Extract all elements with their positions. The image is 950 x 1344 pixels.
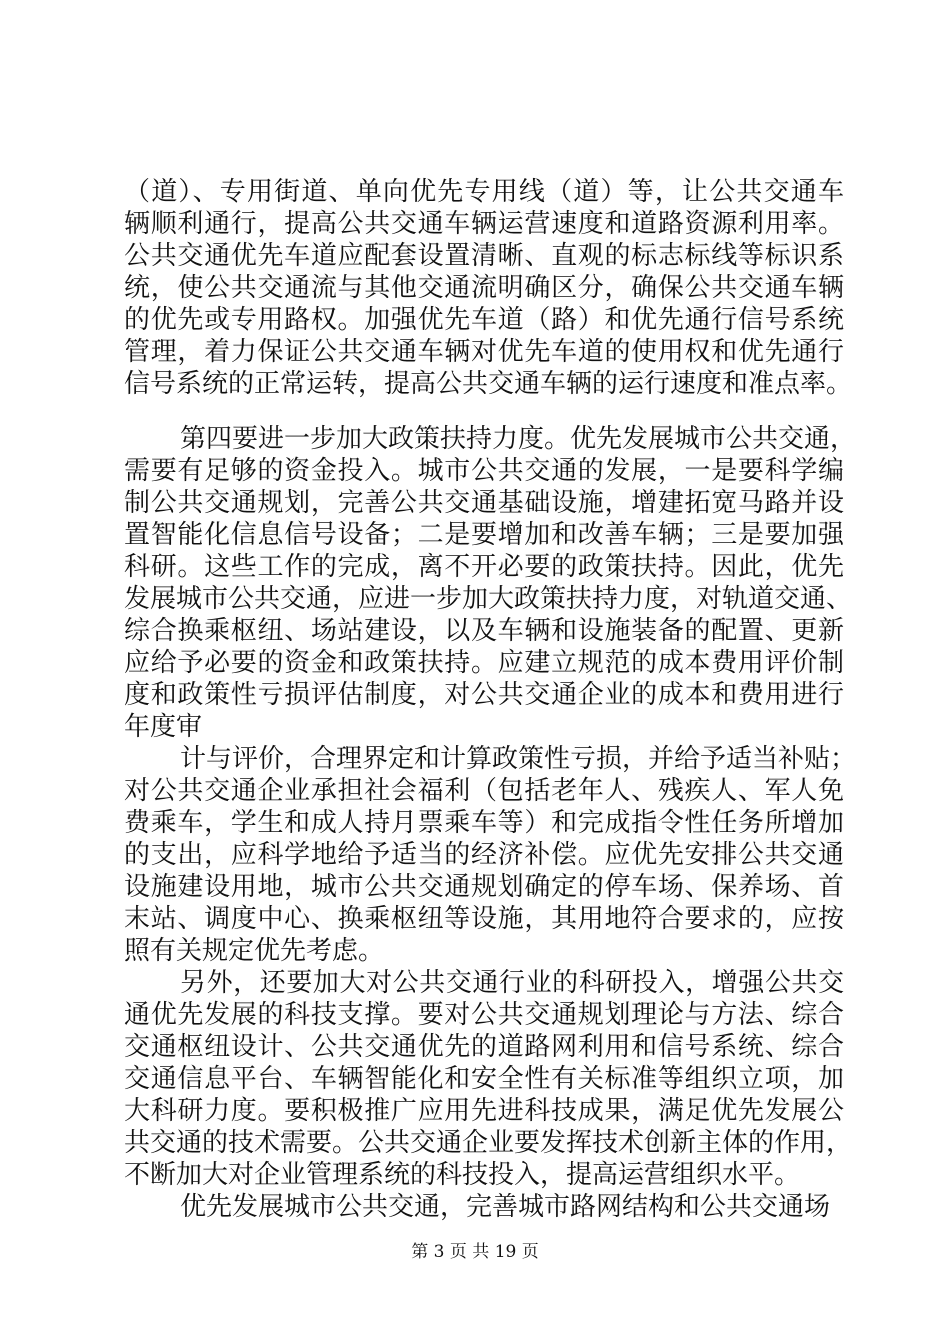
text-line: 交通信息平台、车辆智能化和安全性有关标准等组织立项，加 <box>124 1064 844 1094</box>
text-line: 发展城市公共交通，应进一步加大政策扶持力度，对轨道交通、 <box>124 584 853 614</box>
text-line: 制公共交通规划，完善公共交通基础设施，增建拓宽马路并设 <box>124 488 844 518</box>
paragraph-first-line: 第四要进一步加大政策扶持力度。优先发展城市公共交通， <box>180 424 857 454</box>
text-line: 末站、调度中心、换乘枢纽等设施，其用地符合要求的，应按 <box>124 904 844 934</box>
text-line: 统，使公共交通流与其他交通流明确区分，确保公共交通车辆 <box>124 273 844 303</box>
text-line: （道）、专用街道、单向优先专用线（道）等，让公共交通车 <box>124 177 844 207</box>
text-line: 交通枢纽设计、公共交通优先的道路网利用和信号系统、综合 <box>124 1032 844 1062</box>
text-line: 的支出，应科学地给予适当的经济补偿。应优先安排公共交通 <box>124 840 844 870</box>
text-line: 管理，着力保证公共交通车辆对优先车道的使用权和优先通行 <box>124 337 844 367</box>
text-line: 年度审 <box>124 712 203 742</box>
text-line: 照有关规定优先考虑。 <box>124 936 385 966</box>
text-line: 辆顺利通行，提高公共交通车辆运营速度和道路资源利用率。 <box>124 209 844 239</box>
text-line: 不断加大对企业管理系统的科技投入，提高运营组织水平。 <box>124 1160 801 1190</box>
page-number-footer: 第 3 页 共 19 页 <box>411 1242 539 1262</box>
text-line: 置智能化信息信号设备；二是要增加和改善车辆；三是要加强 <box>124 520 844 550</box>
paragraph-first-line: 优先发展城市公共交通，完善城市路网结构和公共交通场 <box>180 1192 831 1222</box>
text-line: 对公共交通企业承担社会福利（包括老年人、残疾人、军人免 <box>124 776 844 806</box>
text-line: 信号系统的正常运转，提高公共交通车辆的运行速度和准点率。 <box>124 369 853 399</box>
text-line: 共交通的技术需要。公共交通企业要发挥技术创新主体的作用， <box>124 1128 853 1158</box>
text-line: 科研。这些工作的完成，离不开必要的政策扶持。因此，优先 <box>124 552 844 582</box>
text-line: 应给予必要的资金和政策扶持。应建立规范的成本费用评价制 <box>124 648 844 678</box>
text-line: 设施建设用地，城市公共交通规划确定的停车场、保养场、首 <box>124 872 844 902</box>
text-line: 公共交通优先车道应配套设置清晰、直观的标志标线等标识系 <box>124 241 844 271</box>
text-line: 费乘车，学生和成人持月票乘车等）和完成指令性任务所增加 <box>124 808 844 838</box>
text-line: 通优先发展的科技支撑。要对公共交通规划理论与方法、综合 <box>124 1000 844 1030</box>
text-line: 度和政策性亏损评估制度，对公共交通企业的成本和费用进行 <box>124 680 844 710</box>
paragraph-first-line: 计与评价，合理界定和计算政策性亏损，并给予适当补贴； <box>180 744 857 774</box>
text-line: 综合换乘枢纽、场站建设，以及车辆和设施装备的配置、更新 <box>124 616 844 646</box>
text-line: 的优先或专用路权。加强优先车道（路）和优先通行信号系统 <box>124 305 844 335</box>
text-line: 大科研力度。要积极推广应用先进科技成果，满足优先发展公 <box>124 1096 844 1126</box>
paragraph-first-line: 另外，还要加大对公共交通行业的科研投入，增强公共交 <box>180 968 844 998</box>
text-line: 需要有足够的资金投入。城市公共交通的发展，一是要科学编 <box>124 456 844 486</box>
